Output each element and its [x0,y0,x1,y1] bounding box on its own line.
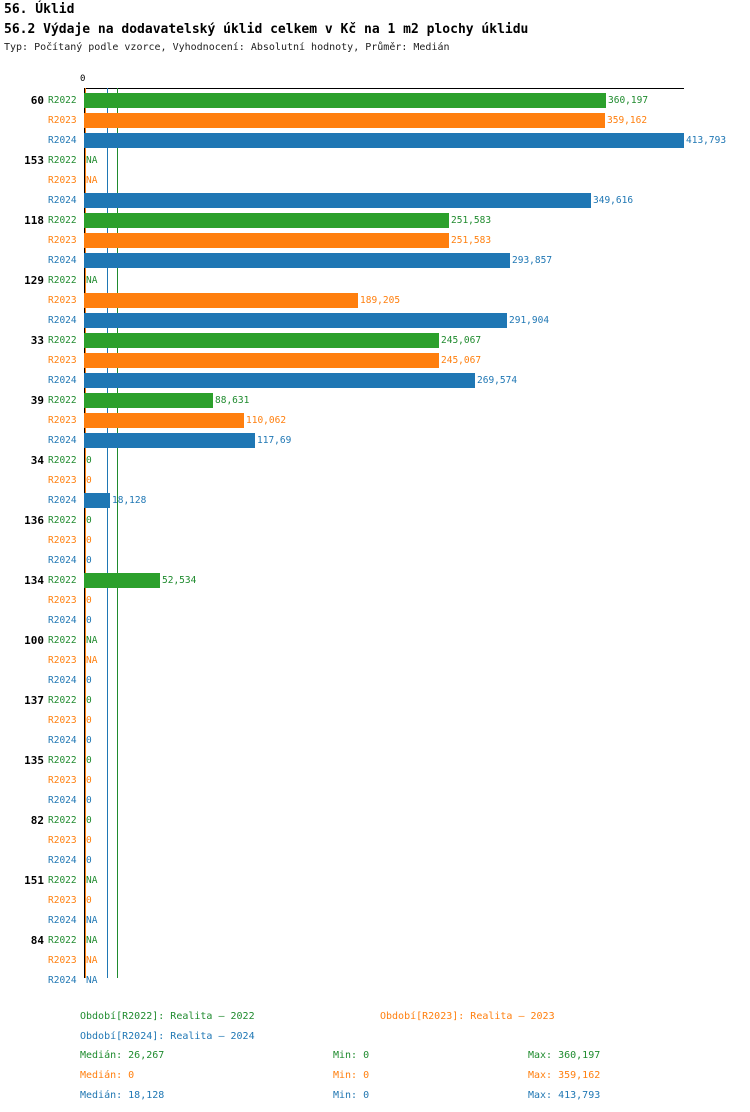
series-label: R2024 [48,135,77,146]
series-label: R2022 [48,275,77,286]
series-label: R2022 [48,755,77,766]
bar-value-label: 0 [86,835,92,846]
bar[interactable] [84,373,475,388]
bar[interactable] [84,193,591,208]
legend-item-2022: Období[R2022]: Realita – 2022 [80,1011,255,1022]
series-label: R2023 [48,415,77,426]
series-label: R2022 [48,875,77,886]
series-label: R2023 [48,175,77,186]
bar-group [0,692,750,752]
series-label: R2023 [48,715,77,726]
bar[interactable] [84,293,358,308]
series-label: R2023 [48,955,77,966]
group-label: 129 [24,274,44,287]
bar-row[interactable] [0,452,750,469]
bar[interactable] [84,233,449,248]
series-label: R2024 [48,975,77,986]
legend-item-2023: Období[R2023]: Realita – 2023 [380,1011,555,1022]
bar-value-label: 0 [86,515,92,526]
bar-value-label: 0 [86,775,92,786]
bar-value-label: 293,857 [512,255,553,266]
bar[interactable] [84,313,507,328]
bar-value-label: 0 [86,555,92,566]
x-axis-zero-label: 0 [80,74,86,84]
bar-row[interactable] [0,932,750,949]
bar-row[interactable] [0,272,750,289]
bar[interactable] [84,413,244,428]
group-label: 118 [24,214,44,227]
bar-row[interactable] [0,832,750,849]
bar[interactable] [84,493,110,508]
bar-value-label: 0 [86,595,92,606]
bar-row[interactable] [0,752,750,769]
series-label: R2022 [48,695,77,706]
bar-row[interactable] [0,872,750,889]
group-label: 84 [30,934,44,947]
bar-value-label: 245,067 [441,335,482,346]
bar-group [0,872,750,932]
bar-value-label: 360,197 [608,95,649,106]
series-label: R2022 [48,815,77,826]
series-label: R2022 [48,155,77,166]
series-label: R2024 [48,315,77,326]
bar-row[interactable] [0,592,750,609]
bar-value-label: 0 [86,475,92,486]
bar-group [0,92,750,152]
bar-value-label: 52,534 [162,575,197,586]
bar-value-label: 349,616 [593,195,634,206]
series-label: R2024 [48,915,77,926]
series-label: R2024 [48,735,77,746]
bar[interactable] [84,253,510,268]
bar-value-label: NA [86,915,98,926]
group-label: 82 [30,814,44,827]
series-label: R2022 [48,635,77,646]
bar-group [0,512,750,572]
bar-row[interactable] [0,852,750,869]
bar-row[interactable] [0,412,750,429]
bar-row[interactable] [0,212,750,229]
bar-row[interactable] [0,912,750,929]
bar-value-label: NA [86,175,98,186]
bar-row[interactable] [0,252,750,269]
series-label: R2023 [48,775,77,786]
bar[interactable] [84,573,160,588]
series-label: R2022 [48,515,77,526]
series-label: R2023 [48,835,77,846]
bar-row[interactable] [0,692,750,709]
bar-group [0,212,750,272]
bar[interactable] [84,333,439,348]
series-label: R2024 [48,435,77,446]
series-label: R2022 [48,935,77,946]
max-2023: Max: 359,162 [528,1070,601,1081]
max-2024: Max: 413,793 [528,1090,601,1101]
series-label: R2024 [48,615,77,626]
bar-value-label: NA [86,655,98,666]
series-label: R2024 [48,195,77,206]
bar-row[interactable] [0,952,750,969]
series-label: R2022 [48,455,77,466]
series-label: R2024 [48,555,77,566]
bar-row[interactable] [0,732,750,749]
bar-value-label: 0 [86,755,92,766]
median-2023: Medián: 0 [80,1070,135,1081]
bar-value-label: 413,793 [686,135,727,146]
bar-row[interactable] [0,392,750,409]
chart-meta: Typ: Počítaný podle vzorce, Vyhodnocení: Absolutní hodnoty, Průměr: Medián [4,42,450,53]
bar-value-label: 269,574 [477,375,518,386]
bar[interactable] [84,393,213,408]
bar-value-label: 0 [86,735,92,746]
bar[interactable] [84,93,606,108]
bar-row[interactable] [0,532,750,549]
bar-row[interactable] [0,332,750,349]
series-label: R2024 [48,855,77,866]
bar-row[interactable] [0,672,750,689]
bar-row[interactable] [0,552,750,569]
series-label: R2023 [48,355,77,366]
bar-row[interactable] [0,352,750,369]
series-label: R2024 [48,255,77,266]
page-title: 56. Úklid [4,2,75,17]
min-2024: Min: 0 [333,1090,370,1101]
group-label: 151 [24,874,44,887]
bar-group [0,452,750,512]
bar-row[interactable] [0,172,750,189]
bar-row[interactable] [0,132,750,149]
group-label: 100 [24,634,44,647]
bar-value-label: NA [86,275,98,286]
series-label: R2022 [48,215,77,226]
bar-value-label: NA [86,935,98,946]
bar-row[interactable] [0,492,750,509]
series-label: R2022 [48,575,77,586]
group-label: 135 [24,754,44,767]
series-label: R2024 [48,675,77,686]
min-2023: Min: 0 [333,1070,370,1081]
group-label: 60 [30,94,44,107]
bar-group [0,752,750,812]
bar-group [0,932,750,992]
bar-value-label: 0 [86,695,92,706]
bar-value-label: NA [86,875,98,886]
series-label: R2023 [48,115,77,126]
bar-value-label: 359,162 [607,115,648,126]
series-label: R2023 [48,655,77,666]
bar-row[interactable] [0,432,750,449]
bar-row[interactable] [0,772,750,789]
bar-value-label: 0 [86,715,92,726]
bar-group [0,572,750,632]
bar-row[interactable] [0,152,750,169]
bar-group [0,392,750,452]
bar-row[interactable] [0,192,750,209]
x-axis-line [84,88,684,89]
bar-value-label: 0 [86,615,92,626]
bar-value-label: NA [86,635,98,646]
series-label: R2023 [48,475,77,486]
bar-row[interactable] [0,92,750,109]
bar-row[interactable] [0,712,750,729]
bar-value-label: 245,067 [441,355,482,366]
bar-group [0,812,750,872]
series-label: R2023 [48,535,77,546]
bar-group [0,632,750,692]
bar-value-label: 110,062 [246,415,287,426]
bar-group [0,332,750,392]
series-label: R2022 [48,335,77,346]
min-2022: Min: 0 [333,1050,370,1061]
bar-value-label: 0 [86,535,92,546]
bar-row[interactable] [0,792,750,809]
bar-row[interactable] [0,652,750,669]
legend-item-2024: Období[R2024]: Realita – 2024 [80,1031,255,1042]
bar-value-label: 0 [86,675,92,686]
group-label: 134 [24,574,44,587]
median-2024: Medián: 18,128 [80,1090,165,1101]
bar-value-label: NA [86,155,98,166]
bar-value-label: NA [86,955,98,966]
bar-value-label: 0 [86,855,92,866]
bar-value-label: 18,128 [112,495,147,506]
bar-row[interactable] [0,572,750,589]
max-2022: Max: 360,197 [528,1050,601,1061]
group-label: 137 [24,694,44,707]
bar-value-label: 291,904 [509,315,550,326]
bar[interactable] [84,433,255,448]
series-label: R2024 [48,495,77,506]
bar-row[interactable] [0,292,750,309]
bar-row[interactable] [0,632,750,649]
chart-title: 56.2 Výdaje na dodavatelský úklid celkem v Kč na 1 m2 plochy úklidu [4,22,529,37]
group-label: 153 [24,154,44,167]
bar-value-label: 251,583 [451,235,492,246]
bar-row[interactable] [0,612,750,629]
bar-row[interactable] [0,812,750,829]
median-2022: Medián: 26,267 [80,1050,165,1061]
bar[interactable] [84,133,684,148]
bar-row[interactable] [0,512,750,529]
bar[interactable] [84,113,605,128]
bar-value-label: NA [86,975,98,986]
bar-row[interactable] [0,112,750,129]
series-label: R2024 [48,795,77,806]
series-label: R2023 [48,295,77,306]
bar-value-label: 0 [86,895,92,906]
series-label: R2022 [48,395,77,406]
group-label: 39 [30,394,44,407]
bar-group [0,272,750,332]
series-label: R2023 [48,895,77,906]
bar-row[interactable] [0,472,750,489]
bar-row[interactable] [0,972,750,989]
bar-row[interactable] [0,892,750,909]
group-label: 33 [30,334,44,347]
bar-group [0,152,750,212]
bar-value-label: 88,631 [215,395,250,406]
series-label: R2024 [48,375,77,386]
bar-value-label: 0 [86,795,92,806]
plot-area [0,60,750,1000]
bar-value-label: 0 [86,455,92,466]
series-label: R2022 [48,95,77,106]
bar-value-label: 251,583 [451,215,492,226]
bar-value-label: 117,69 [257,435,292,446]
group-label: 136 [24,514,44,527]
bar[interactable] [84,353,439,368]
series-label: R2023 [48,235,77,246]
bar-value-label: 189,205 [360,295,401,306]
group-label: 34 [30,454,44,467]
series-label: R2023 [48,595,77,606]
bar-row[interactable] [0,312,750,329]
bar-row[interactable] [0,372,750,389]
bar[interactable] [84,213,449,228]
bar-row[interactable] [0,232,750,249]
bar-value-label: 0 [86,815,92,826]
